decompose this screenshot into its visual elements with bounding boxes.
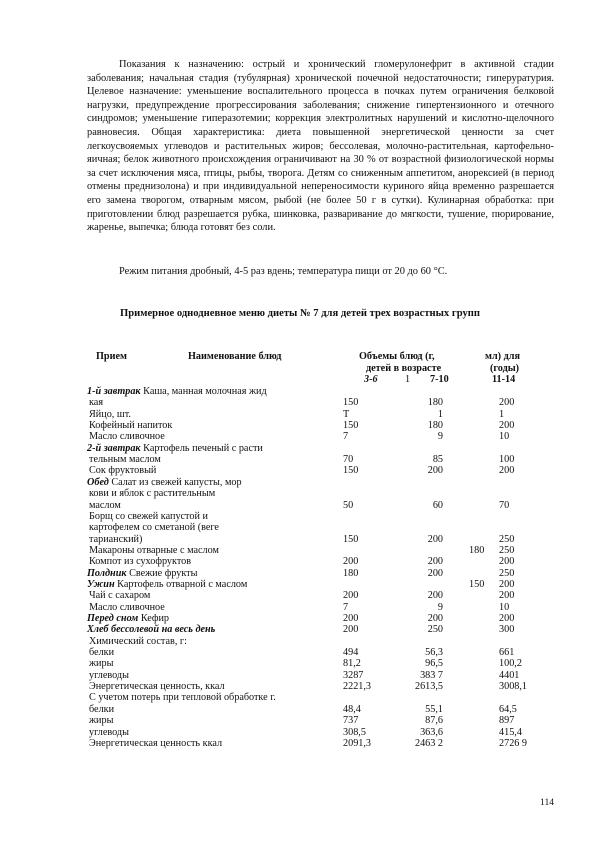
value-age-11-14: 70	[499, 499, 510, 511]
value-age-11-14: 200	[499, 590, 515, 602]
table-row	[87, 737, 557, 750]
meal-label: Перед сном	[87, 613, 139, 624]
value-age-7-10: 56,3	[425, 647, 443, 659]
dish-cell	[89, 737, 222, 750]
value-age-7-10: 180	[427, 420, 443, 432]
indications-paragraph: Показания к назначению: острый и хронический гломерулонефрит в активной стадии заболевания; начальная стадия (тубулярная) хронической почечной недостаточности; гиперуратурия. Целевое назначение: уменьшение воспалительного процесса в почках путем ограничения белковой нагрузки, предупреждение прогрессирования заболевания; снижение гипертензионного и отечного синдромов; уменьшение гиперазотемии; коррекция электролитных нарушений и кислотно-щелочного равновесия. Общая характеристика: диета повышенной энергетической ценности за счет легкоусвояемых углеводов и растительных жиров; бессолевая, молочно-растительная, картофельно-яичная; белок животного происхождения ограничивают на 30 % от возрастной физиологической нормы за счет исключения мяса, птицы, рыбы, творога. Детям со сниженным аппетитом, анорексией (в период отмены преднизолона) и при индивидуальной непереносимости куриного яйца временно разрешается его замена творогом, отварным мясом, рыбой (не более 50 г в сутки). Кулинарная обработка: при приготовлении блюд разрешается рубка, шинковка, разваривание до мягкости, тушение, пюрирование, жаренье, выпечка; блюда готовят без соли.	[87, 59, 554, 234]
dish-name: Чай с сахаром	[89, 590, 151, 602]
value-age-3-6: 150	[343, 420, 359, 432]
value-age-7-10: 250	[427, 624, 443, 636]
dish-name: Кофейный напиток	[89, 420, 173, 432]
dish-name: кая	[89, 397, 104, 409]
value-age-11-14: 100,2	[499, 658, 522, 670]
value-age-3-6: 200	[343, 556, 359, 568]
header-volume-1: Объемы блюд (г,	[359, 351, 435, 362]
value-age-11-14: 200	[499, 397, 515, 409]
value-age-11-14: 661	[499, 647, 515, 659]
value-age-11-14: 64,5	[499, 703, 517, 715]
value-age-11-14: 10	[499, 431, 510, 443]
dish-name: белки	[89, 647, 115, 659]
value-age-11-14: 4401	[499, 669, 520, 681]
value-age-3-6: 737	[343, 715, 359, 727]
value-age-3-6: 200	[343, 590, 359, 602]
value-age-3-6: Т	[343, 408, 350, 420]
value-age-3-6: 308,5	[343, 726, 366, 738]
dish-name: С учетом потерь при тепловой обработке г.	[89, 692, 276, 704]
dish-name: Картофель печеный с расти	[143, 442, 263, 454]
value-age-11-14: 1	[499, 408, 505, 420]
value-age-7-10: 383 7	[420, 669, 443, 681]
dish-name: Масло сливочное	[89, 431, 165, 443]
dish-name: Сок фруктовый	[89, 465, 157, 477]
value-age-7-10: 2463 2	[414, 737, 443, 749]
header-age-2: 7-10	[430, 374, 449, 385]
value-age-11-14: 415,4	[499, 726, 522, 738]
value-age-3-6: 150	[343, 397, 359, 409]
value-age-3-6: 150	[343, 465, 359, 477]
dish-name: Масло сливочное	[89, 601, 165, 613]
value-age-3-6: 180	[343, 567, 359, 579]
dish-name: маслом	[89, 499, 121, 511]
dish-name: Борщ со свежей капустой и	[89, 510, 208, 522]
dish-name: Картофель отварной с маслом	[117, 578, 248, 590]
value-age-3-6: 7	[343, 431, 349, 443]
value-age-7-10: 200	[427, 613, 443, 624]
value-age-7-10: 85	[432, 454, 443, 466]
value-age-7-10: 9	[437, 601, 443, 613]
meal-label: Ужин	[87, 578, 115, 590]
header-volume-2: мл) для	[485, 351, 520, 362]
value-age-3-6: 50	[343, 499, 354, 511]
value-age-11-14: 897	[499, 715, 515, 727]
value-age-3-6: 48,4	[343, 703, 361, 715]
value-age-7-10: 200	[427, 465, 443, 477]
value-age-7-10: 363,6	[420, 726, 443, 738]
value-age-7-10: 200	[427, 556, 443, 568]
value-age-11-14: 250	[499, 544, 515, 556]
value-age-11-14: 200	[499, 420, 515, 432]
value-merged: 180	[469, 544, 485, 556]
dish-name: углеводы	[89, 726, 129, 738]
value-age-11-14: 3008,1	[499, 681, 528, 693]
dish-name: Компот из сухофруктов	[89, 556, 192, 568]
page-number: 114	[540, 797, 555, 808]
value-age-7-10: 1	[437, 408, 443, 420]
dish-name: Энергетическая ценность ккал	[89, 737, 223, 749]
value-age-11-14: 2726 9	[499, 737, 528, 749]
value-age-3-6: 3287	[343, 669, 364, 681]
menu-title: Примерное однодневное меню диеты № 7 для детей трех возрастных групп	[120, 308, 480, 319]
value-age-11-14: 10	[499, 601, 510, 613]
dish-name: Химический состав, г:	[89, 635, 187, 647]
value-age-11-14: 250	[499, 533, 515, 545]
value-age-7-10: 200	[427, 533, 443, 545]
dish-name: Свежие фрукты	[129, 567, 198, 579]
value-age-11-14: 200	[499, 556, 515, 568]
dish-name: белки	[89, 703, 115, 715]
dish-name: жиры	[89, 658, 114, 670]
dish-name: кови и яблок с растительным	[89, 488, 216, 500]
value-age-11-14: 200	[499, 465, 515, 477]
dish-name: углеводы	[89, 669, 129, 681]
value-age-11-14: 200	[499, 613, 515, 624]
dish-name: Кефир	[140, 613, 170, 624]
value-age-11-14: 200	[499, 578, 515, 590]
header-age-3: 11-14	[492, 374, 516, 385]
value-age-11-14: 250	[499, 567, 515, 579]
value-age-7-10: 87,6	[425, 715, 443, 727]
dish-name: Каша, манная молочная жид	[143, 386, 267, 397]
regime-paragraph: Режим питания дробный, 4-5 раз вдень; температура пищи от 20 до 60 °С.	[119, 266, 448, 277]
value-age-7-10: 9	[437, 431, 443, 443]
dish-name: Салат из свежей капусты, мор	[111, 476, 242, 488]
value-age-7-10: 200	[427, 567, 443, 579]
header-dish: Наименование блюд	[188, 351, 282, 362]
value-age-7-10: 60	[432, 499, 443, 511]
value-age-3-6: 7	[343, 601, 349, 613]
meal-label: Хлеб бессолевой на весь день	[87, 624, 216, 636]
value-age-7-10: 55,1	[425, 703, 443, 715]
value-age-7-10: 180	[427, 397, 443, 409]
value-age-3-6: 200	[343, 613, 359, 624]
value-age-3-6: 494	[343, 647, 359, 659]
value-age-3-6: 81,2	[343, 658, 361, 670]
value-age-3-6: 70	[343, 454, 354, 466]
value-age-11-14: 300	[499, 624, 515, 636]
header-age-1: 3-6	[364, 374, 378, 385]
header-meal: Прием	[96, 351, 127, 362]
value-age-3-6: 2091,3	[343, 737, 372, 749]
value-age-11-14: 100	[499, 454, 515, 466]
dish-name: Энергетическая ценность, ккал	[89, 681, 225, 693]
value-age-7-10: 96,5	[425, 658, 443, 670]
header-age-sep: 1	[405, 374, 411, 385]
meal-label: Обед	[87, 476, 109, 488]
header-volume-4: (годы)	[490, 363, 520, 374]
meal-label: 1-й завтрак	[87, 386, 141, 397]
dish-name: Яйцо, шт.	[89, 408, 131, 420]
dish-name: Макароны отварные с маслом	[89, 544, 219, 556]
meal-label: 2-й завтрак	[87, 442, 141, 454]
value-age-3-6: 2221,3	[343, 681, 372, 693]
header-volume-3: детей в возрасте	[366, 363, 442, 374]
dish-name: тарианский)	[89, 533, 143, 545]
value-age-3-6: 200	[343, 624, 359, 636]
value-merged: 150	[469, 578, 485, 590]
dish-name: тельным маслом	[89, 454, 161, 466]
dish-name: картофелем со сметаной (веге	[89, 522, 219, 534]
value-age-7-10: 2613,5	[414, 681, 443, 693]
dish-name: жиры	[89, 715, 114, 727]
value-age-7-10: 200	[427, 590, 443, 602]
value-age-3-6: 150	[343, 533, 359, 545]
meal-label: Полдник	[87, 567, 127, 579]
